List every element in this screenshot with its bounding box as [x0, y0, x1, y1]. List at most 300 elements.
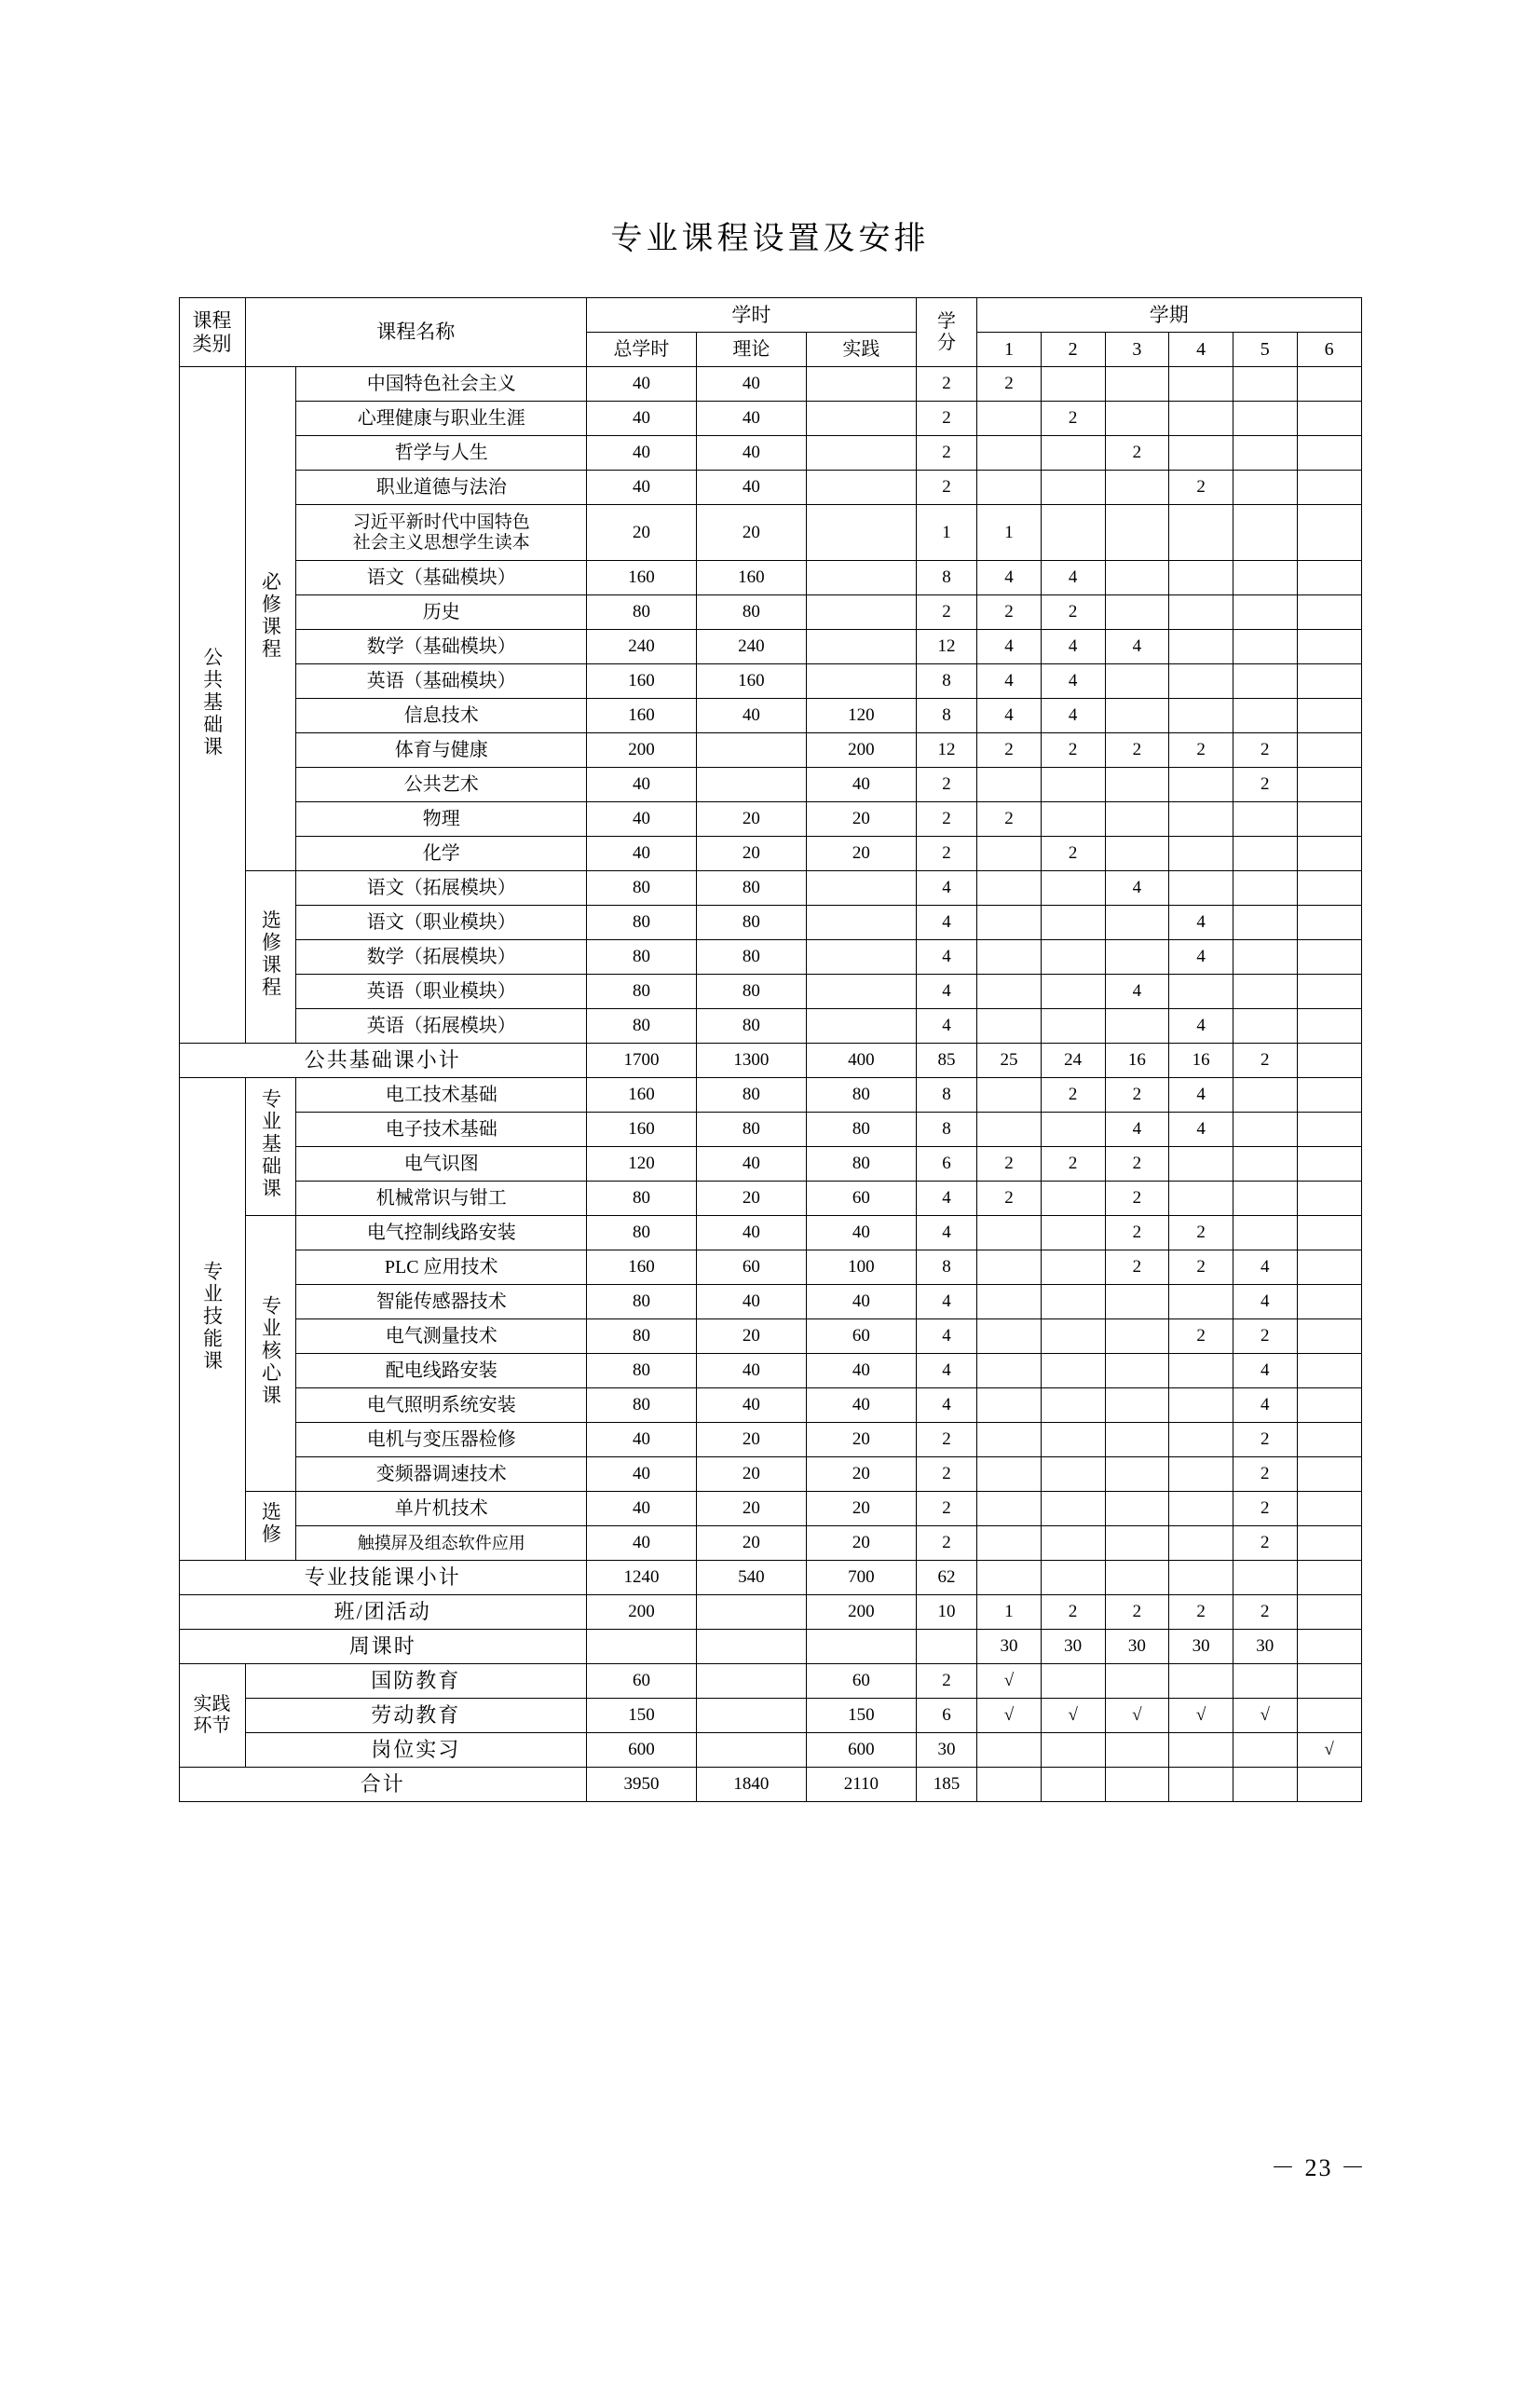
- term-6: [1297, 436, 1361, 471]
- term-6: [1297, 699, 1361, 733]
- course-name: 单片机技术: [296, 1492, 587, 1526]
- term-3: √: [1105, 1699, 1169, 1733]
- table-row: [179, 768, 1361, 802]
- credit: 2: [916, 1457, 976, 1492]
- group-required-label: 必修课程: [259, 571, 282, 662]
- course-name: 电机与变压器检修: [296, 1423, 587, 1457]
- term-1: [977, 1526, 1042, 1561]
- term-1: 2: [977, 802, 1042, 837]
- theory-hours: 80: [696, 1009, 806, 1044]
- term-2: [1041, 505, 1105, 561]
- table-row: [179, 871, 1361, 906]
- term-3: [1105, 1457, 1169, 1492]
- term-4: [1169, 975, 1233, 1009]
- group-major-base: [245, 1078, 296, 1216]
- term-5: [1233, 906, 1297, 940]
- table-row: [179, 1009, 1361, 1044]
- group-public-base-label: 公共基础课: [200, 646, 224, 758]
- header-practice: 实践: [806, 333, 916, 367]
- theory-hours: [696, 1664, 806, 1699]
- practice-hours: 40: [806, 1285, 916, 1319]
- term-1: 30: [977, 1630, 1042, 1664]
- term-4: 2: [1169, 733, 1233, 768]
- term-3: [1105, 1526, 1169, 1561]
- total-hours: 40: [586, 837, 696, 871]
- term-3: [1105, 1285, 1169, 1319]
- group-practice-line2: 环节: [193, 1715, 231, 1736]
- term-4: 2: [1169, 1595, 1233, 1630]
- theory-hours: 20: [696, 1182, 806, 1216]
- page-title: 专业课程设置及安排: [610, 222, 930, 256]
- term-6: [1297, 561, 1361, 595]
- theory-hours: 80: [696, 871, 806, 906]
- term-4: [1169, 1457, 1233, 1492]
- course-name: 心理健康与职业生涯: [296, 402, 587, 436]
- term-5: 2: [1233, 733, 1297, 768]
- course-name: 物理: [296, 802, 587, 837]
- theory-hours: 20: [696, 1526, 806, 1561]
- course-name: 机械常识与钳工: [296, 1182, 587, 1216]
- theory-hours: [696, 1630, 806, 1664]
- group-practice-section: [179, 1664, 245, 1768]
- term-4: [1169, 1664, 1233, 1699]
- practice-hours: [806, 1009, 916, 1044]
- term-5: [1233, 1147, 1297, 1182]
- table-row: [179, 367, 1361, 402]
- term-5: [1233, 1561, 1297, 1595]
- practice-hours: 120: [806, 699, 916, 733]
- term-6: [1297, 733, 1361, 768]
- grand-total-label: 合计: [179, 1768, 586, 1802]
- course-name: 职业道德与法治: [296, 471, 587, 505]
- credit: 12: [916, 733, 976, 768]
- term-6: [1297, 1250, 1361, 1285]
- term-4: [1169, 768, 1233, 802]
- header-term-4: 4: [1169, 333, 1233, 367]
- term-4: [1169, 1182, 1233, 1216]
- practice-hours: 60: [806, 1319, 916, 1354]
- credit: 4: [916, 1216, 976, 1250]
- theory-hours: 40: [696, 471, 806, 505]
- practice-hours: [806, 630, 916, 664]
- term-2: [1041, 1733, 1105, 1768]
- table-row: [179, 1078, 1361, 1113]
- total-hours: 20: [586, 505, 696, 561]
- term-5: [1233, 699, 1297, 733]
- theory-hours: 40: [696, 1388, 806, 1423]
- table-row: [179, 733, 1361, 768]
- practice-hours: 80: [806, 1078, 916, 1113]
- term-5: [1233, 595, 1297, 630]
- table-row: [179, 1182, 1361, 1216]
- credit: 2: [916, 837, 976, 871]
- term-6: [1297, 1319, 1361, 1354]
- practice-hours: [806, 436, 916, 471]
- total-hours: 80: [586, 1009, 696, 1044]
- total-hours: 160: [586, 561, 696, 595]
- header-course-name: 课程名称: [245, 298, 586, 367]
- table-row: [179, 837, 1361, 871]
- credit: 62: [916, 1561, 976, 1595]
- practice-hours: 60: [806, 1182, 916, 1216]
- term-1: [977, 1319, 1042, 1354]
- term-2: [1041, 1009, 1105, 1044]
- practice-hours: 40: [806, 1216, 916, 1250]
- term-2: [1041, 1423, 1105, 1457]
- term-1: [977, 1423, 1042, 1457]
- credit: 4: [916, 940, 976, 975]
- term-1: [977, 1250, 1042, 1285]
- table-row-subtotal: [179, 1044, 1361, 1078]
- term-5: [1233, 630, 1297, 664]
- header-hours: 学时: [586, 298, 916, 333]
- term-4: [1169, 367, 1233, 402]
- table-row: [179, 1457, 1361, 1492]
- practice-hours: [806, 906, 916, 940]
- term-1: 2: [977, 1182, 1042, 1216]
- credit: 2: [916, 1664, 976, 1699]
- table-row: [179, 1733, 1361, 1768]
- term-3: [1105, 837, 1169, 871]
- page: [0, 212, 1540, 2391]
- term-1: [977, 1113, 1042, 1147]
- term-3: 16: [1105, 1044, 1169, 1078]
- term-3: 2: [1105, 1078, 1169, 1113]
- term-2: [1041, 940, 1105, 975]
- term-5: [1233, 837, 1297, 871]
- table-row: [179, 595, 1361, 630]
- term-2: [1041, 1457, 1105, 1492]
- term-4: [1169, 1492, 1233, 1526]
- term-3: [1105, 940, 1169, 975]
- practice-hours: [806, 940, 916, 975]
- group-major-core-label: 专业核心课: [259, 1294, 282, 1407]
- term-4: 2: [1169, 1216, 1233, 1250]
- term-5: 4: [1233, 1388, 1297, 1423]
- credit: 6: [916, 1699, 976, 1733]
- term-4: [1169, 1561, 1233, 1595]
- term-1: [977, 837, 1042, 871]
- credit: 85: [916, 1044, 976, 1078]
- term-6: [1297, 402, 1361, 436]
- total-hours: 40: [586, 402, 696, 436]
- practice-hours: 60: [806, 1664, 916, 1699]
- term-1: [977, 940, 1042, 975]
- credit: 8: [916, 699, 976, 733]
- practice-hours: 20: [806, 837, 916, 871]
- credit: 2: [916, 768, 976, 802]
- term-1: [977, 1216, 1042, 1250]
- table-row: [179, 1595, 1361, 1630]
- course-name: 历史: [296, 595, 587, 630]
- table-row: [179, 1423, 1361, 1457]
- credit: 8: [916, 561, 976, 595]
- term-4: [1169, 402, 1233, 436]
- table-row: [179, 1664, 1361, 1699]
- term-4: [1169, 1733, 1233, 1768]
- term-5: [1233, 871, 1297, 906]
- table-row: [179, 630, 1361, 664]
- practice-hours: 600: [806, 1733, 916, 1768]
- term-5: 2: [1233, 1319, 1297, 1354]
- table-row: [179, 1319, 1361, 1354]
- table-row: [179, 1216, 1361, 1250]
- term-2: [1041, 471, 1105, 505]
- term-2: 30: [1041, 1630, 1105, 1664]
- course-name: 电工技术基础: [296, 1078, 587, 1113]
- term-5: [1233, 1768, 1297, 1802]
- practice-hours: 20: [806, 1457, 916, 1492]
- term-4: 4: [1169, 906, 1233, 940]
- course-name: 公共艺术: [296, 768, 587, 802]
- total-hours: 40: [586, 1457, 696, 1492]
- term-4: [1169, 871, 1233, 906]
- term-5: 2: [1233, 1044, 1297, 1078]
- term-4: [1169, 1285, 1233, 1319]
- term-2: 2: [1041, 733, 1105, 768]
- term-1: [977, 1388, 1042, 1423]
- term-4: [1169, 1423, 1233, 1457]
- theory-hours: [696, 1733, 806, 1768]
- theory-hours: 540: [696, 1561, 806, 1595]
- course-name: 化学: [296, 837, 587, 871]
- credit: 4: [916, 1182, 976, 1216]
- term-3: [1105, 561, 1169, 595]
- total-hours: 3950: [586, 1768, 696, 1802]
- term-4: [1169, 1354, 1233, 1388]
- class-activity-label: 班/团活动: [179, 1595, 586, 1630]
- term-5: [1233, 436, 1297, 471]
- total-hours: 40: [586, 1526, 696, 1561]
- term-2: [1041, 975, 1105, 1009]
- course-name: 语文（拓展模块）: [296, 871, 587, 906]
- term-5: [1233, 1113, 1297, 1147]
- term-1: [977, 1457, 1042, 1492]
- term-3: [1105, 768, 1169, 802]
- practice-hours: 400: [806, 1044, 916, 1078]
- term-2: 4: [1041, 630, 1105, 664]
- table-row-total: [179, 1768, 1361, 1802]
- header-term-1: 1: [977, 333, 1042, 367]
- theory-hours: 80: [696, 1078, 806, 1113]
- term-2: [1041, 1492, 1105, 1526]
- course-name: 电气识图: [296, 1147, 587, 1182]
- term-6: [1297, 1630, 1361, 1664]
- term-3: 2: [1105, 436, 1169, 471]
- header-credit: [916, 298, 976, 367]
- term-1: [977, 1492, 1042, 1526]
- term-1: [977, 906, 1042, 940]
- practice-hours: [806, 871, 916, 906]
- term-4: [1169, 505, 1233, 561]
- table-row: [179, 699, 1361, 733]
- total-hours: 160: [586, 1113, 696, 1147]
- total-hours: 600: [586, 1733, 696, 1768]
- theory-hours: 20: [696, 802, 806, 837]
- total-hours: 80: [586, 1285, 696, 1319]
- term-1: [977, 402, 1042, 436]
- credit: 6: [916, 1147, 976, 1182]
- header-row-1: [179, 298, 1361, 333]
- credit: 2: [916, 802, 976, 837]
- term-6: [1297, 1354, 1361, 1388]
- credit: 8: [916, 1113, 976, 1147]
- practice-hours: [806, 471, 916, 505]
- term-3: 4: [1105, 975, 1169, 1009]
- table-row: [179, 1699, 1361, 1733]
- term-4: [1169, 1768, 1233, 1802]
- table-row: [179, 975, 1361, 1009]
- total-hours: 240: [586, 630, 696, 664]
- term-3: [1105, 1009, 1169, 1044]
- total-hours: 40: [586, 802, 696, 837]
- total-hours: 80: [586, 1388, 696, 1423]
- total-hours: 40: [586, 471, 696, 505]
- total-hours: 40: [586, 1423, 696, 1457]
- term-6: [1297, 1182, 1361, 1216]
- table-row: [179, 1492, 1361, 1526]
- table-row: [179, 561, 1361, 595]
- table-row: [179, 1147, 1361, 1182]
- total-hours: 120: [586, 1147, 696, 1182]
- practice-hours: [806, 505, 916, 561]
- term-2: [1041, 1250, 1105, 1285]
- header-term-3: 3: [1105, 333, 1169, 367]
- term-3: [1105, 1423, 1169, 1457]
- term-2: 2: [1041, 837, 1105, 871]
- term-2: [1041, 367, 1105, 402]
- total-hours: 150: [586, 1699, 696, 1733]
- term-1: 2: [977, 1147, 1042, 1182]
- theory-hours: 80: [696, 940, 806, 975]
- term-5: 2: [1233, 1526, 1297, 1561]
- practice-hours: [806, 1630, 916, 1664]
- term-1: [977, 436, 1042, 471]
- term-4: 30: [1169, 1630, 1233, 1664]
- term-6: [1297, 367, 1361, 402]
- total-hours: 80: [586, 975, 696, 1009]
- term-2: 2: [1041, 595, 1105, 630]
- theory-hours: [696, 1595, 806, 1630]
- credit: 2: [916, 402, 976, 436]
- term-5: 4: [1233, 1285, 1297, 1319]
- theory-hours: 20: [696, 1457, 806, 1492]
- theory-hours: 20: [696, 1492, 806, 1526]
- table-row: [179, 402, 1361, 436]
- course-name: PLC 应用技术: [296, 1250, 587, 1285]
- practice-hours: 20: [806, 1526, 916, 1561]
- group-required: [245, 367, 296, 871]
- term-2: [1041, 768, 1105, 802]
- term-6: [1297, 1595, 1361, 1630]
- practice-hours: [806, 402, 916, 436]
- term-4: 4: [1169, 1078, 1233, 1113]
- term-6: [1297, 940, 1361, 975]
- term-5: [1233, 1009, 1297, 1044]
- total-hours: 80: [586, 940, 696, 975]
- theory-hours: 20: [696, 1423, 806, 1457]
- term-5: [1233, 975, 1297, 1009]
- practice-hours: 40: [806, 1388, 916, 1423]
- term-5: 4: [1233, 1354, 1297, 1388]
- total-hours: 1240: [586, 1561, 696, 1595]
- header-total-hours: 总学时: [586, 333, 696, 367]
- term-4: 4: [1169, 940, 1233, 975]
- practice-hours: 200: [806, 733, 916, 768]
- credit: 8: [916, 1078, 976, 1113]
- total-hours: 80: [586, 906, 696, 940]
- total-hours: 1700: [586, 1044, 696, 1078]
- term-3: 4: [1105, 871, 1169, 906]
- term-4: [1169, 595, 1233, 630]
- credit: 1: [916, 505, 976, 561]
- term-1: [977, 1078, 1042, 1113]
- term-2: [1041, 1768, 1105, 1802]
- course-name: 中国特色社会主义: [296, 367, 587, 402]
- credit: 2: [916, 436, 976, 471]
- page-number: － 23 －: [1270, 2154, 1367, 2181]
- term-4: [1169, 802, 1233, 837]
- term-1: √: [977, 1664, 1042, 1699]
- theory-hours: 40: [696, 1285, 806, 1319]
- practice-hours: 150: [806, 1699, 916, 1733]
- credit: 10: [916, 1595, 976, 1630]
- table-body: [179, 367, 1361, 1802]
- header-category: [179, 298, 245, 367]
- term-6: [1297, 906, 1361, 940]
- credit: 4: [916, 1319, 976, 1354]
- total-hours: 80: [586, 595, 696, 630]
- group-elective: [245, 871, 296, 1044]
- header-term-6: 6: [1297, 333, 1361, 367]
- practice-hours: [806, 975, 916, 1009]
- theory-hours: 40: [696, 1147, 806, 1182]
- term-2: [1041, 802, 1105, 837]
- term-5: [1233, 664, 1297, 699]
- table-row: [179, 906, 1361, 940]
- term-5: 2: [1233, 1595, 1297, 1630]
- header-theory: 理论: [696, 333, 806, 367]
- term-3: [1105, 1733, 1169, 1768]
- term-1: [977, 471, 1042, 505]
- term-5: 30: [1233, 1630, 1297, 1664]
- practice-hours: 80: [806, 1113, 916, 1147]
- term-5: [1233, 471, 1297, 505]
- term-4: [1169, 436, 1233, 471]
- total-hours: 160: [586, 1078, 696, 1113]
- table-row: [179, 1113, 1361, 1147]
- term-4: 16: [1169, 1044, 1233, 1078]
- term-2: [1041, 1388, 1105, 1423]
- practice-hours: [806, 367, 916, 402]
- term-3: [1105, 906, 1169, 940]
- term-5: [1233, 561, 1297, 595]
- term-5: [1233, 402, 1297, 436]
- credit: 30: [916, 1733, 976, 1768]
- practice-hours: [806, 664, 916, 699]
- term-6: [1297, 1285, 1361, 1319]
- table-row: [179, 505, 1361, 561]
- table-row: [179, 1285, 1361, 1319]
- header-credit-line1: 学: [936, 310, 956, 332]
- practice-hours: 200: [806, 1595, 916, 1630]
- table-row-subtotal: [179, 1561, 1361, 1595]
- total-hours: 40: [586, 367, 696, 402]
- term-6: [1297, 1423, 1361, 1457]
- term-6: [1297, 1078, 1361, 1113]
- course-name: 语文（基础模块）: [296, 561, 587, 595]
- term-5: [1233, 1182, 1297, 1216]
